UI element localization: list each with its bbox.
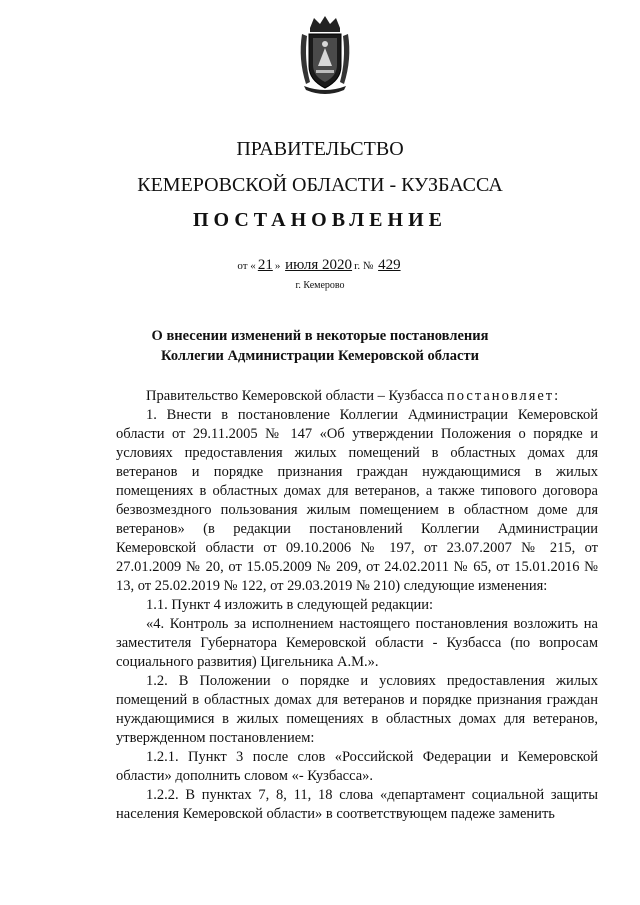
coat-of-arms-icon [296, 14, 354, 94]
date-mid: » [274, 260, 281, 272]
government-title: ПРАВИТЕЛЬСТВО [236, 138, 404, 160]
subject-line: О внесении изменений в некоторые постановления [151, 328, 489, 344]
subject-line: Коллегии Администрации Кемеровской области [161, 348, 479, 364]
body-paragraph: «4. Контроль за исполнением настоящего постановления возложить на заместителя Губернатора Кемеровской области - Кузбасса (по вопросам социального развития) Цигельника А.М.». [116, 616, 598, 670]
city-label: г. Кемерово [295, 280, 345, 291]
body-paragraph: 1.2.1. Пункт 3 после слов «Российской Федерации и Кемеровской области» дополнить словом «- Кузбасса». [116, 749, 598, 784]
intro-verb: постановляет: [447, 388, 561, 404]
number-sign: № [362, 260, 374, 272]
document-type-heading: ПОСТАНОВЛЕНИЕ [193, 209, 447, 231]
date-month-year: июля 2020 [285, 257, 353, 273]
document-number: 429 [378, 257, 401, 273]
document-body [116, 387, 598, 824]
body-paragraph: 1.2. В Положении о порядке и условиях предоставления жилых помещений в областных домах для ветеранов и порядке признания граждан нуждающимися в жилых помещениях в областных домах для ветеранов, утвержденном постановлением: [116, 673, 598, 746]
body-paragraph: 1.1. Пункт 4 изложить в следующей редакции: [146, 597, 434, 613]
date-number-line [0, 257, 640, 274]
date-day: 21 [257, 257, 273, 273]
body-paragraph: 1.2.2. В пунктах 7, 8, 11, 18 слова «департамент социальной защиты населения Кемеровской области» в соответствующем падеже заменить [116, 787, 598, 822]
region-title: КЕМЕРОВСКОЙ ОБЛАСТИ - КУЗБАССА [137, 174, 503, 196]
intro-text: Правительство Кемеровской области – Кузбасса [146, 388, 448, 404]
date-year-suffix: г. [354, 260, 361, 272]
intro-paragraph [116, 387, 598, 406]
body-paragraph: 1. Внести в постановление Коллегии Администрации Кемеровской области от 29.11.2005 № 147 «Об утверждении Положения о порядке и условиях предоставления жилых помещений в областных домах для ветеранов и порядке признания граждан нуждающимися в жилых помещениях в областных домах для ветеранов, а также типового договора безвозмездного пользования жилым помещением в областном доме для ветеранов» (в редакции постановлений Коллегии Администрации Кемеровской области от 09.10.2006 № 197, от 23.07.2007 № 215, от 27.01.2009 № 20, от 15.05.2009 № 209, от 24.02.2011 № 65, от 15.01.2016 № 13, от 25.02.2019 № 122, от 29.03.2019 № 210) следующие изменения: [116, 407, 598, 594]
date-prefix: от « [237, 260, 256, 272]
document-subject [0, 326, 640, 366]
